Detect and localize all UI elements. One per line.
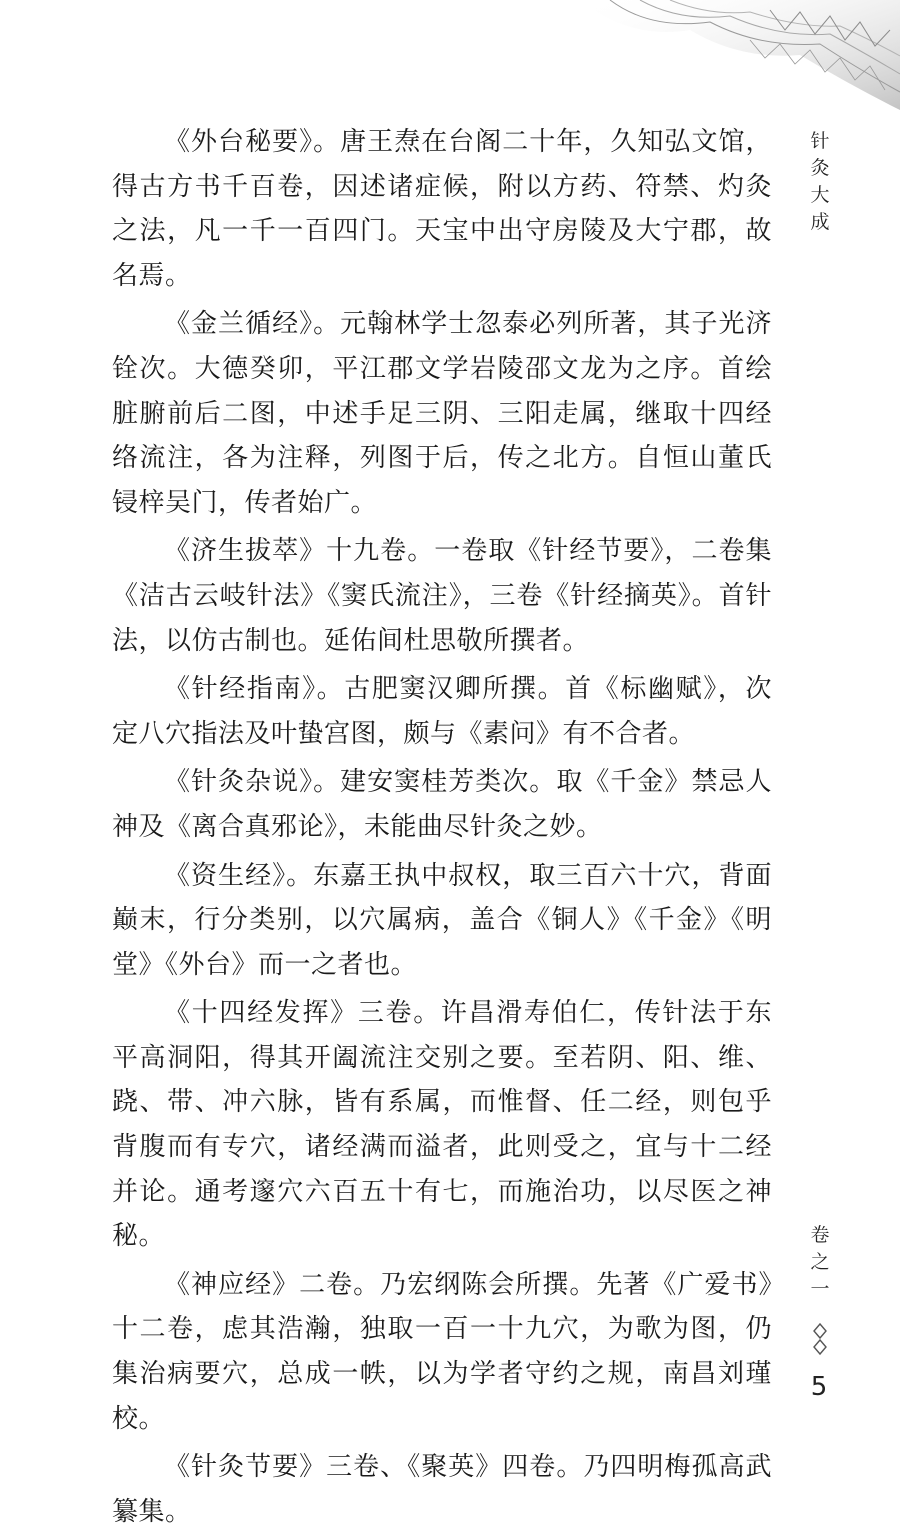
paragraph: 《针灸节要》三卷、《聚英》四卷。乃四明梅孤高武纂集。: [112, 1452, 772, 1527]
page-number: 5: [810, 1372, 828, 1402]
running-book-title: [806, 128, 834, 236]
paragraph: 《十四经发挥》三卷。许昌滑寿伯仁，传针法于东平高洞阳，得其开阖流注交别之要。至若阴、阳、维、跷、带、冲六脉，皆有系属，而惟督、任二经，则包乎背腹而有专穴，诸经满而溢者，此则受之，宜与十二经并论。通考邃穴六百五十有七，而施治功，以尽医之神秘。: [112, 998, 772, 1252]
chapter-char: 一: [810, 1278, 830, 1300]
paragraph: 《神应经》二卷。乃宏纲陈会所撰。先著《广爱书》十二卷，虑其浩瀚，独取一百一十九穴，为歌为图，仍集治病要穴，总成一帙，以为学者守约之规，南昌刘瑾校。: [112, 1269, 772, 1434]
book-title-char: 大: [810, 184, 830, 206]
paragraph: 《济生拔萃》十九卷。一卷取《针经节要》，二卷集《洁古云岐针法》《窦氏流注》，三卷《针经摘英》。首针法，以仿古制也。延佑间杜思敬所撰者。: [112, 536, 772, 656]
paragraph: 《针经指南》。古肥窦汉卿所撰。首《标幽赋》，次定八穴指法及叶蛰宫图，颇与《素问》有不合者。: [112, 674, 772, 749]
paragraph: 《外台秘要》。唐王焘在台阁二十年，久知弘文馆，得古方书千百卷，因述诸症候，附以方药、符禁、灼灸之法，凡一千一百四门。天宝中出守房陵及大宁郡，故名焉。: [112, 127, 772, 291]
paragraph: 《针灸杂说》。建安窦桂芳类次。取《千金》禁忌人神及《离合真邪论》，未能曲尽针灸之妙。: [112, 767, 772, 842]
chapter-char: 之: [810, 1251, 830, 1273]
book-title-char: 成: [810, 211, 830, 233]
chapter-char: 卷: [810, 1224, 830, 1246]
paragraph: 《资生经》。东嘉王执中叔权，取三百六十穴，背面巅末，行分类别，以穴属病，盖合《铜人》《千金》《明堂》《外台》而一之者也。: [112, 860, 772, 980]
running-chapter-label: [806, 1222, 834, 1303]
book-title-char: 灸: [810, 157, 830, 179]
main-text: [112, 120, 772, 1538]
book-title-char: 针: [810, 130, 830, 152]
paragraph: 《金兰循经》。元翰林学士忽泰必列所著，其子光济铨次。大德癸卯，平江郡文学岩陵邵文龙为之序。首绘脏腑前后二图，中述手足三阴、三阳走属，继取十四经络流注，各为注释，列图于后，传之北方。自恒山董氏锓梓吴门，传者始广。: [112, 309, 772, 518]
decorative-corner-illustration: [570, 0, 900, 120]
ornament-icon: [810, 1322, 830, 1356]
